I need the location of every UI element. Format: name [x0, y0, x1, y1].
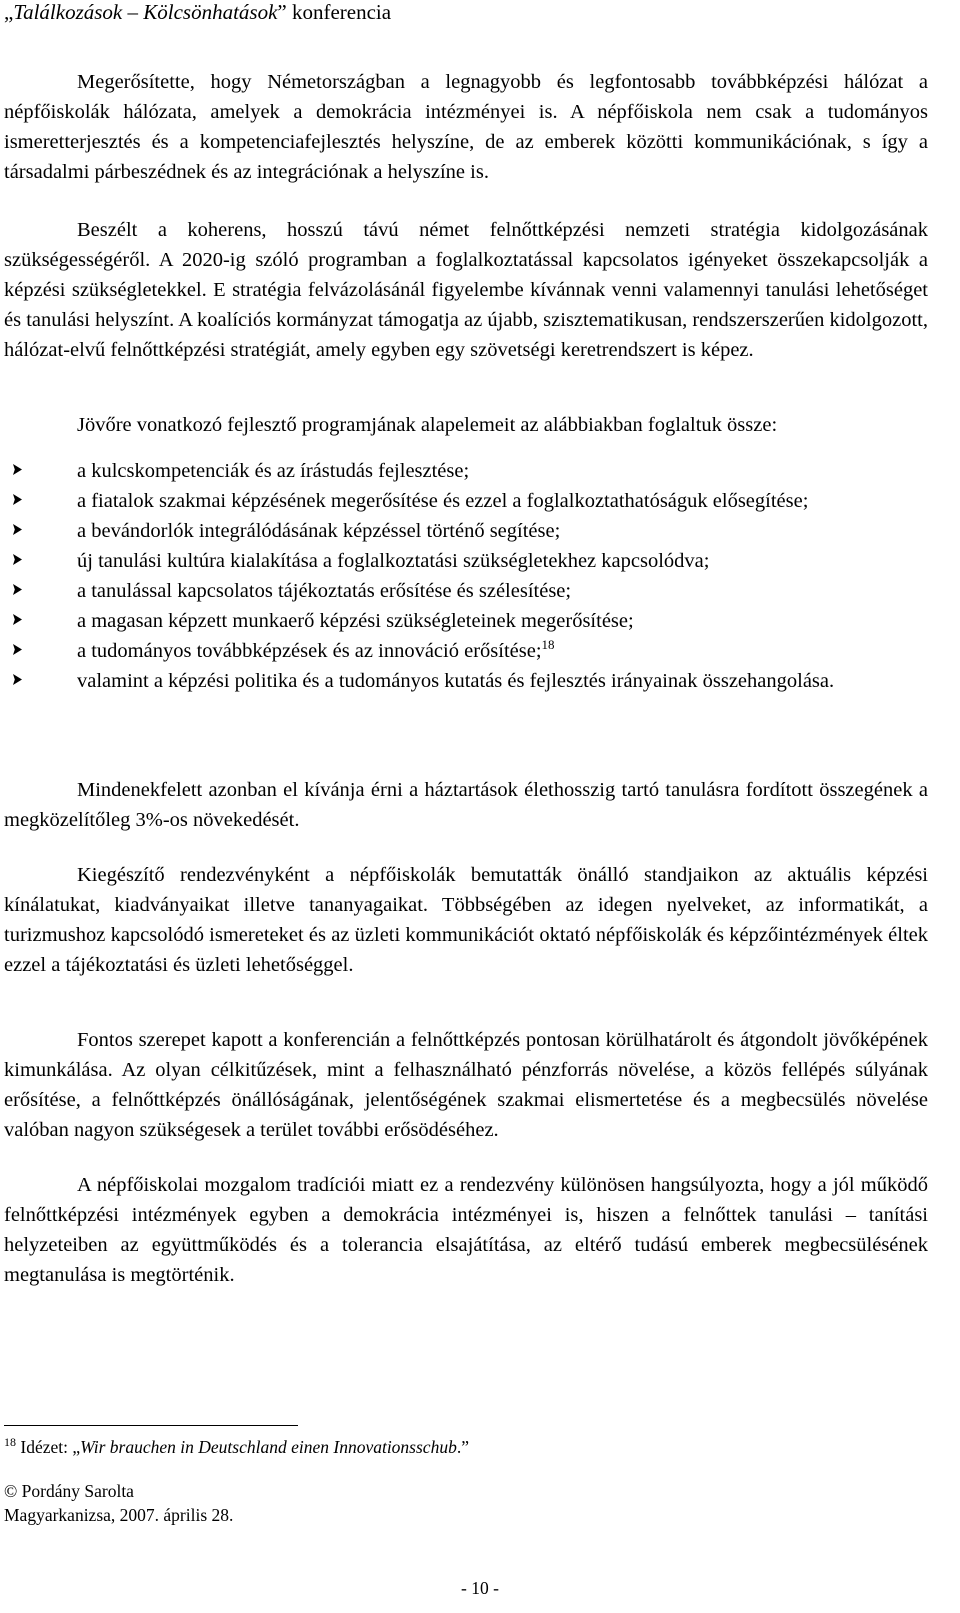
list-item: a magasan képzett munkaerő képzési szükségleteinek megerősítése;	[4, 606, 928, 636]
author-place-date: Magyarkanizsa, 2007. április 28.	[4, 1505, 234, 1525]
bullet-arrow-icon	[13, 614, 22, 625]
bullet-list	[4, 456, 928, 696]
bullet-arrow-icon	[13, 464, 22, 475]
paragraph-2: Beszélt a koherens, hosszú távú német felnőttképzési nemzeti stratégia kidolgozásának szükségességéről. A 2020-ig szóló programban a foglalkoztatással kapcsolatos igényeket összekapcsolják a képzési szükségletekkel. E stratégia felvázolásánál figyelembe kívánnak venni valamennyi tanulási lehetőséget és tanulási helyszínt. A koalíciós kormányzat támogatja az újabb, szisztematikusan, rendszerszerűen kidolgozott, hálózat-elvű felnőttképzési stratégiát, amely egyben egy szövetségi keretrendszert is képez.	[4, 219, 928, 361]
bullet-arrow-icon	[13, 554, 22, 565]
list-item: a fiatalok szakmai képzésének megerősítése és ezzel a foglalkoztathatóságuk elősegítése;	[4, 486, 928, 516]
bullet-arrow-icon	[13, 584, 22, 595]
list-item: a bevándorlók integrálódásának képzéssel történő segítése;	[4, 516, 928, 546]
list-item: a kulcskompetenciák és az írástudás fejlesztése;	[4, 456, 928, 486]
list-item: a tanulással kapcsolatos tájékoztatás erősítése és szélesítése;	[4, 576, 928, 606]
paragraph-3: Jövőre vonatkozó fejlesztő programjának alapelemeit az alábbiakban foglaltuk össze:	[77, 414, 778, 436]
bullet-arrow-icon	[13, 644, 22, 655]
header-close-quote: ”	[277, 0, 287, 24]
list-item: valamint a képzési politika és a tudományos kutatás és fejlesztés irányainak összehangolása.	[4, 666, 928, 696]
bullet-arrow-icon	[13, 674, 22, 685]
footnote-number: 18	[4, 1435, 16, 1449]
footnote-quote: Wir brauchen in Deutschland einen Innovationsschub	[80, 1437, 457, 1457]
header-suffix: konferencia	[286, 0, 392, 24]
footnote: $^{18}$ Idézet: „Wir brauchen in Deutschland einen Innovationsschub.”	[4, 1435, 469, 1457]
running-header	[4, 0, 391, 27]
bullet-arrow-icon	[13, 524, 22, 535]
paragraph-4: Mindenekfelett azonban el kívánja érni a háztartások élethosszig tartó tanulásra fordított összegének a megközelítőleg 3%-os növekedését.	[4, 779, 928, 831]
paragraph-5: Kiegészítő rendezvényként a népfőiskolák bemutatták önálló standjaikon az aktuális képzési kínálatukat, kiadványaikat illetve tananyagaikat. Többségében az idegen nyelveket, az informatikát, a turizmushoz kapcsolódó ismereteket és az üzleti kommunikációt oktató népfőiskolák és képzőintézmények éltek ezzel a tájékoztatási és üzleti lehetőséggel.	[4, 864, 928, 976]
header-open-quote: „	[4, 0, 14, 24]
footnote-reference[interactable]: 18	[541, 637, 555, 652]
paragraph-1: Megerősítette, hogy Németországban a legnagyobb és legfontosabb továbbképzési hálózat a népfőiskolák hálózata, amelyek a demokrácia intézményei is. A népfőiskola nem csak a tudományos ismeretterjesztés és a kompetenciafejlesztés helyszíne, de az emberek közötti kommunikációnak, s így a társadalmi párbeszédnek és az integrációnak a helyszíne is.	[4, 71, 928, 183]
paragraph-6: Fontos szerepet kapott a konferencián a felnőttképzés pontosan körülhatárolt és átgondolt jövőképének kimunkálása. Az olyan célkitűzések, mint a felhasználható pénzforrás növelése, a közös fellépés súlyának erősítése, a felnőttképzés önállóságának, jelentőségének szakmai elismertetése és a megbecsülés növelése valóban nagyon szükségesek a terület további erősödéséhez.	[4, 1029, 928, 1141]
paragraph-7: A népfőiskolai mozgalom tradíciói miatt ez a rendezvény különösen hangsúlyozta, hogy a jól működő felnőttképzési intézmények egyben a demokrácia intézményei is, hiszen a felnőttek tanulási – tanítási helyzeteiben az együttműködés és a tolerancia elsajátítása, az eltérő tudású emberek megbecsülésének megtanulása is megtörténik.	[4, 1174, 928, 1286]
author-copyright: © Pordány Sarolta	[4, 1481, 134, 1501]
list-item: a tudományos továbbképzések és az innováció erősítése;$^{18}$	[4, 636, 928, 666]
footnote-divider	[4, 1425, 298, 1426]
author-block	[4, 1479, 233, 1527]
footnote-prefix: Idézet:	[16, 1437, 73, 1457]
list-item: új tanulási kultúra kialakítása a foglalkoztatási szükségletekhez kapcsolódva;	[4, 546, 928, 576]
page-number: - 10 -	[461, 1578, 499, 1598]
bullet-arrow-icon	[13, 494, 22, 505]
header-title: Találkozások – Kölcsönhatások	[13, 0, 278, 24]
